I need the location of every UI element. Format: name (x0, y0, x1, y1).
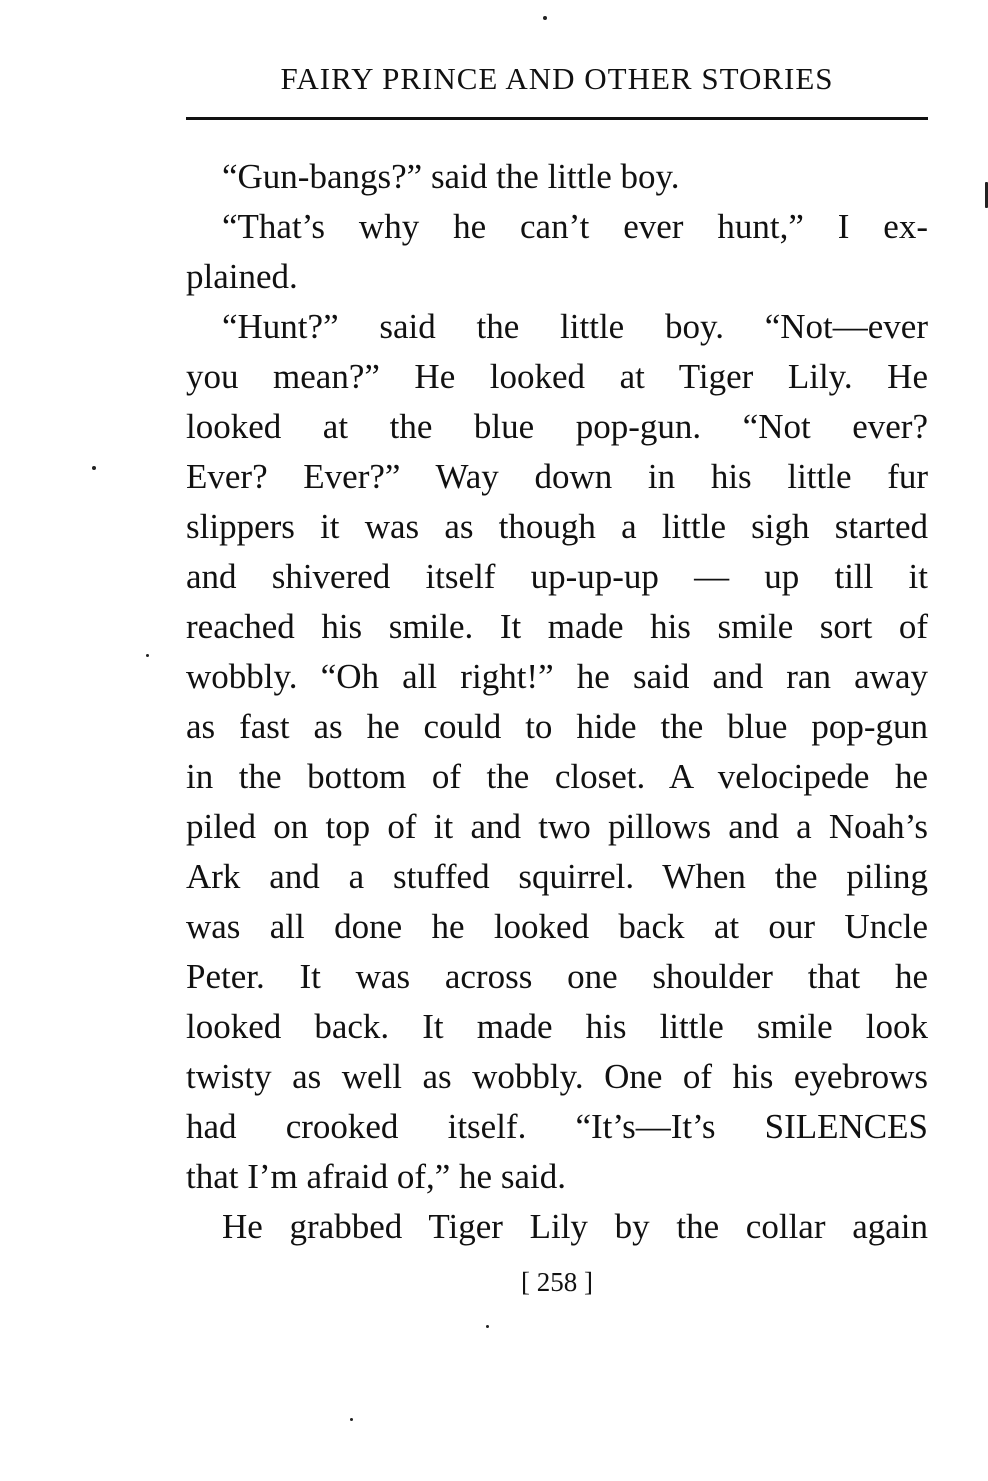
text-line: and shivered itself up-up-up — up till it (186, 557, 928, 596)
print-speck (486, 1325, 489, 1328)
text-line: “That’s why he can’t ever hunt,” I ex- (222, 207, 928, 246)
text-line: that I’m afraid of,” he said. (186, 1157, 566, 1196)
text-line: He grabbed Tiger Lily by the collar again (222, 1207, 928, 1246)
text-line: had crooked itself. “It’s—It’s SILENCES (186, 1107, 928, 1146)
text-line: reached his smile. It made his smile sort of (186, 607, 928, 646)
text-line: “Gun-bangs?” said the little boy. (222, 157, 680, 196)
text-line: piled on top of it and two pillows and a Noah’s (186, 807, 928, 846)
text-line: wobbly. “Oh all right!” he said and ran away (186, 657, 928, 696)
text-line: slippers it was as though a little sigh started (186, 507, 928, 546)
print-speck (92, 466, 96, 470)
print-speck (543, 16, 547, 20)
page-number: [ 258 ] (521, 1267, 593, 1297)
text-line: you mean?” He looked at Tiger Lily. He (186, 357, 928, 396)
text-line: Ark and a stuffed squirrel. When the piling (186, 857, 928, 896)
text-line: looked at the blue pop-gun. “Not ever? (186, 407, 928, 446)
text-line: as fast as he could to hide the blue pop-gun (186, 707, 928, 746)
text-line: Peter. It was across one shoulder that he (186, 957, 928, 996)
text-line: looked back. It made his little smile look (186, 1007, 928, 1046)
text-line: plained. (186, 257, 298, 296)
text-line: twisty as well as wobbly. One of his eyebrows (186, 1057, 928, 1096)
text-line: Ever? Ever?” Way down in his little fur (186, 457, 928, 496)
text-line: in the bottom of the closet. A velocipede he (186, 757, 928, 796)
text-line: was all done he looked back at our Uncle (186, 907, 928, 946)
print-speck (146, 654, 149, 657)
print-speck (350, 1418, 353, 1421)
running-header: FAIRY PRINCE AND OTHER STORIES (280, 61, 834, 96)
header-rule (186, 117, 928, 120)
text-line: “Hunt?” said the little boy. “Not—ever (222, 307, 928, 346)
